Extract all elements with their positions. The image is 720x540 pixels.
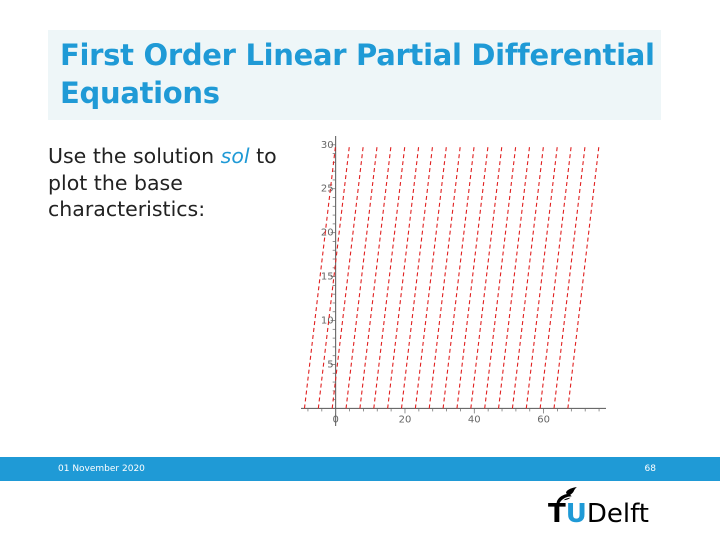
- page-number: 68: [644, 464, 656, 474]
- plot-background: [297, 130, 610, 444]
- slide-title: First Order Linear Partial Differential Equations: [60, 38, 655, 110]
- body-text-emphasis: sol: [220, 144, 250, 168]
- y-tick-label: 25: [320, 183, 334, 195]
- y-tick-label: 20: [320, 227, 334, 239]
- characteristics-plot: [297, 130, 610, 444]
- logo-delft: Delft: [586, 499, 650, 529]
- logo-t: T: [548, 499, 566, 529]
- logo-u: U: [565, 499, 587, 529]
- tudelft-logo: [548, 486, 664, 532]
- slide-body-text: [48, 143, 288, 223]
- footer-date: 01 November 2020: [58, 464, 145, 474]
- x-tick-label: 20: [398, 414, 412, 426]
- y-tick-label: 5: [327, 359, 334, 371]
- body-text-part2: to plot the base characteristics:: [48, 144, 277, 221]
- x-tick-label: 60: [537, 414, 550, 426]
- x-tick-label: 0: [332, 414, 339, 426]
- x-tick-label: 40: [467, 414, 481, 426]
- logo-wordmark: [548, 496, 649, 532]
- y-tick-label: 30: [320, 139, 334, 151]
- footer-bar: [0, 457, 720, 481]
- plot-canvas: [297, 130, 610, 444]
- y-tick-label: 10: [320, 315, 334, 327]
- body-text-part1: Use the solution: [48, 144, 221, 168]
- y-tick-label: 15: [320, 271, 334, 283]
- title-banner: [48, 30, 661, 120]
